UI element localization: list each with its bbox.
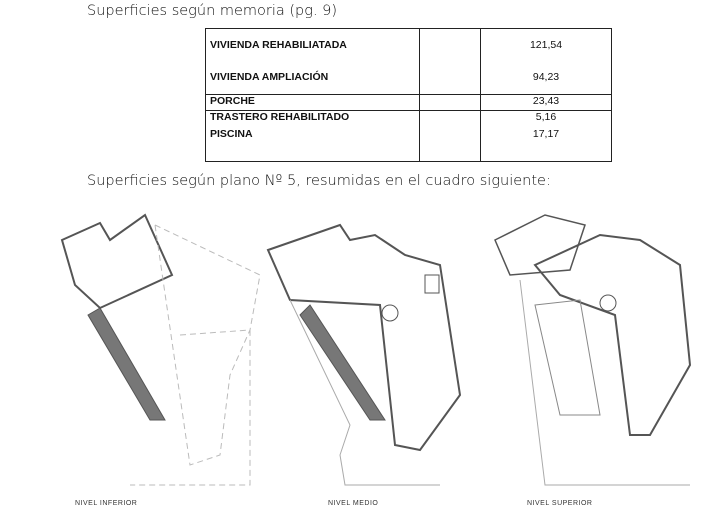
row-value: 5,16 xyxy=(535,111,557,123)
table-row xyxy=(206,111,612,162)
plan-nivel-medio xyxy=(268,225,460,485)
plan-nivel-superior xyxy=(495,215,690,485)
table-row xyxy=(206,95,612,111)
row-label: PORCHE xyxy=(206,95,420,111)
plan-label: NIVEL MEDIO xyxy=(328,500,379,507)
table-row xyxy=(206,29,612,95)
plan-label: NIVEL INFERIOR xyxy=(75,500,138,507)
heading-plano: Superficies según plano Nº 5, resumidas en el cuadro siguiente: xyxy=(87,173,551,189)
row-value: 94,23 xyxy=(532,71,560,83)
row-label: VIVIENDA AMPLIACIÓN xyxy=(210,71,329,83)
row-label: VIVIENDA REHABILIATADA xyxy=(210,39,347,51)
row-value: 23,43 xyxy=(481,95,612,111)
surfaces-table xyxy=(205,28,612,162)
row-value: 121,54 xyxy=(529,39,563,51)
plan-nivel-inferior xyxy=(62,215,260,485)
row-label: TRASTERO REHABILITADO xyxy=(210,111,350,123)
plan-label: NIVEL SUPERIOR xyxy=(527,500,593,507)
row-label: PISCINA xyxy=(210,128,253,140)
heading-memoria: Superficies según memoria (pg. 9) xyxy=(87,3,338,19)
floor-plans xyxy=(0,195,705,495)
row-value: 17,17 xyxy=(532,128,560,140)
